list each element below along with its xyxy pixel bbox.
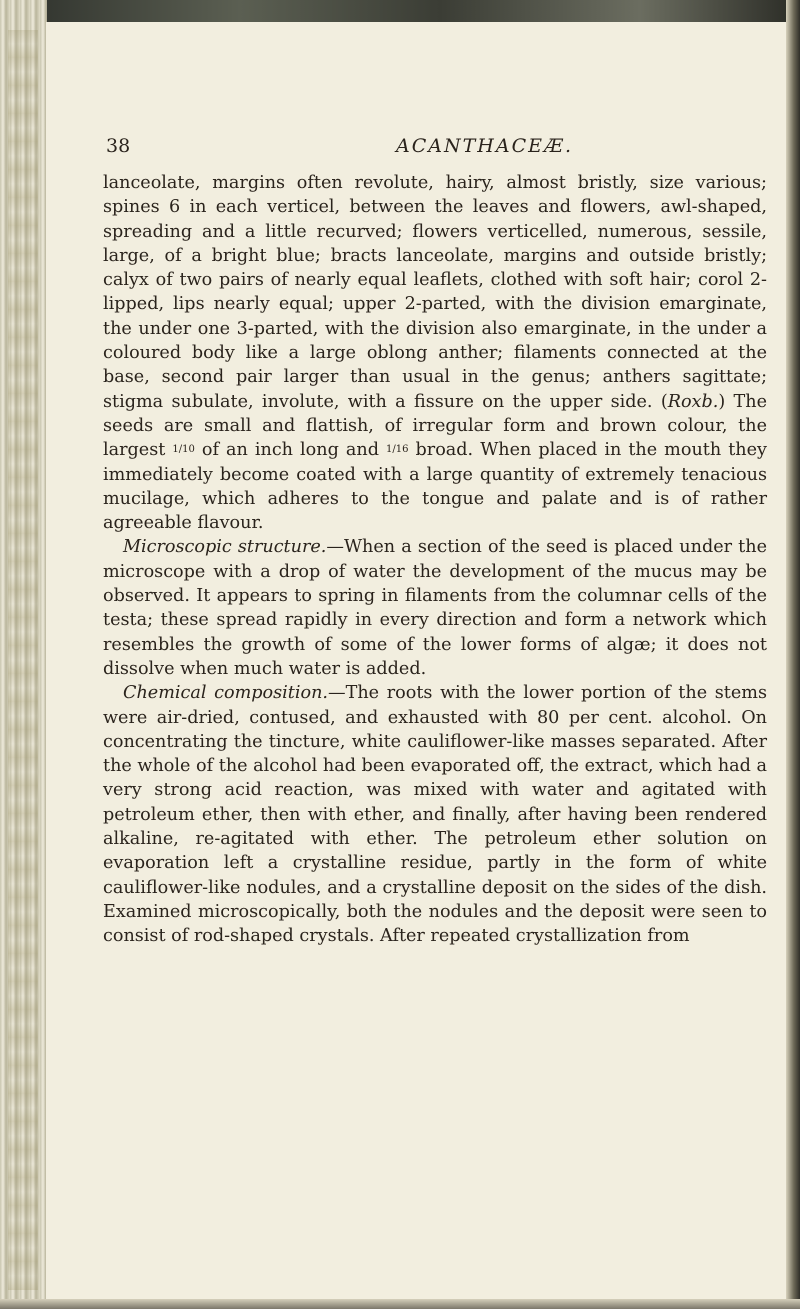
paragraph-chemical-composition	[103, 681, 767, 948]
text-run: —When a section of the seed is placed under the microscope with a drop of water the development of the mucus may be observed. It appears to spring in filaments from the columnar cells of the testa; these spread rapidly in every direction and form a network which resembles the growth of some of the lower forms of algæ; it does not dissolve when much water is added.	[103, 537, 767, 679]
paragraph-description	[103, 171, 767, 535]
page-header	[106, 135, 770, 161]
section-title-microscopic: Microscopic structure.	[123, 537, 327, 558]
text-run: of an inch long and	[194, 440, 387, 461]
book-top-edge	[0, 0, 800, 22]
text-run: lanceolate, margins often revolute, hairy, almost bristly, size various; spines 6 in each verticel, between the leaves and flowers, awl-shaped, spreading and a little recurved; flowers verticelled, numerous, sessile, large, of a bright blue; bracts lanceolate, margins and outside bristly; calyx of two pairs of nearly equal leaflets, clothed with soft hair; corol 2-lipped, lips nearly equal; upper 2-parted, with the division emarginate, the under one 3-parted, with the division also emarginate, in the under a coloured body like a large oblong anther; filaments connected at the base, second pair larger than usual in the genus; anthers sagittate; stigma subulate, involute, with a fissure on the upper side. (	[103, 173, 767, 412]
text-run: ) The seeds are small and flattish, of irregular form and brown colour, the largest	[103, 391, 768, 461]
text-run: broad. When placed in the mouth they immediately become coated with a large quantity of extremely tenacious mucilage, which adheres to the tongue and palate and is of rather agreeable flavour.	[103, 440, 767, 534]
book-binding	[0, 0, 47, 1309]
book-bottom-edge	[0, 1299, 800, 1309]
page-number: 38	[106, 135, 131, 157]
body-text	[103, 171, 767, 949]
section-title-chemical: Chemical composition.	[123, 683, 328, 704]
fraction-breadth: 1/16	[386, 444, 409, 456]
citation-roxb: Roxb.	[667, 391, 719, 412]
fraction-length: 1/10	[172, 444, 195, 456]
text-run: —The roots with the lower portion of the stems were air-dried, contused, and exhausted with 80 per cent. alcohol. On concentrating the tincture, white cauliflower-like masses separated. After the whole of the alcohol had been evaporated off, the extract, which had a very strong acid reaction, was mixed with water and agitated with petroleum ether, then with ether, and finally, after having been rendered alkaline, re-agitated with ether. The petroleum ether solution on evaporation left a crystalline residue, partly in the form of white cauliflower-like nodules, and a crystalline deposit on the sides of the dish. Examined microscopically, both the nodules and the deposit were seen to consist of rod-shaped crystals. After repeated crystallization from	[103, 683, 767, 947]
book-right-edge	[786, 0, 800, 1309]
running-title: ACANTHACEÆ.	[396, 135, 574, 157]
paragraph-microscopic-structure	[103, 535, 767, 681]
